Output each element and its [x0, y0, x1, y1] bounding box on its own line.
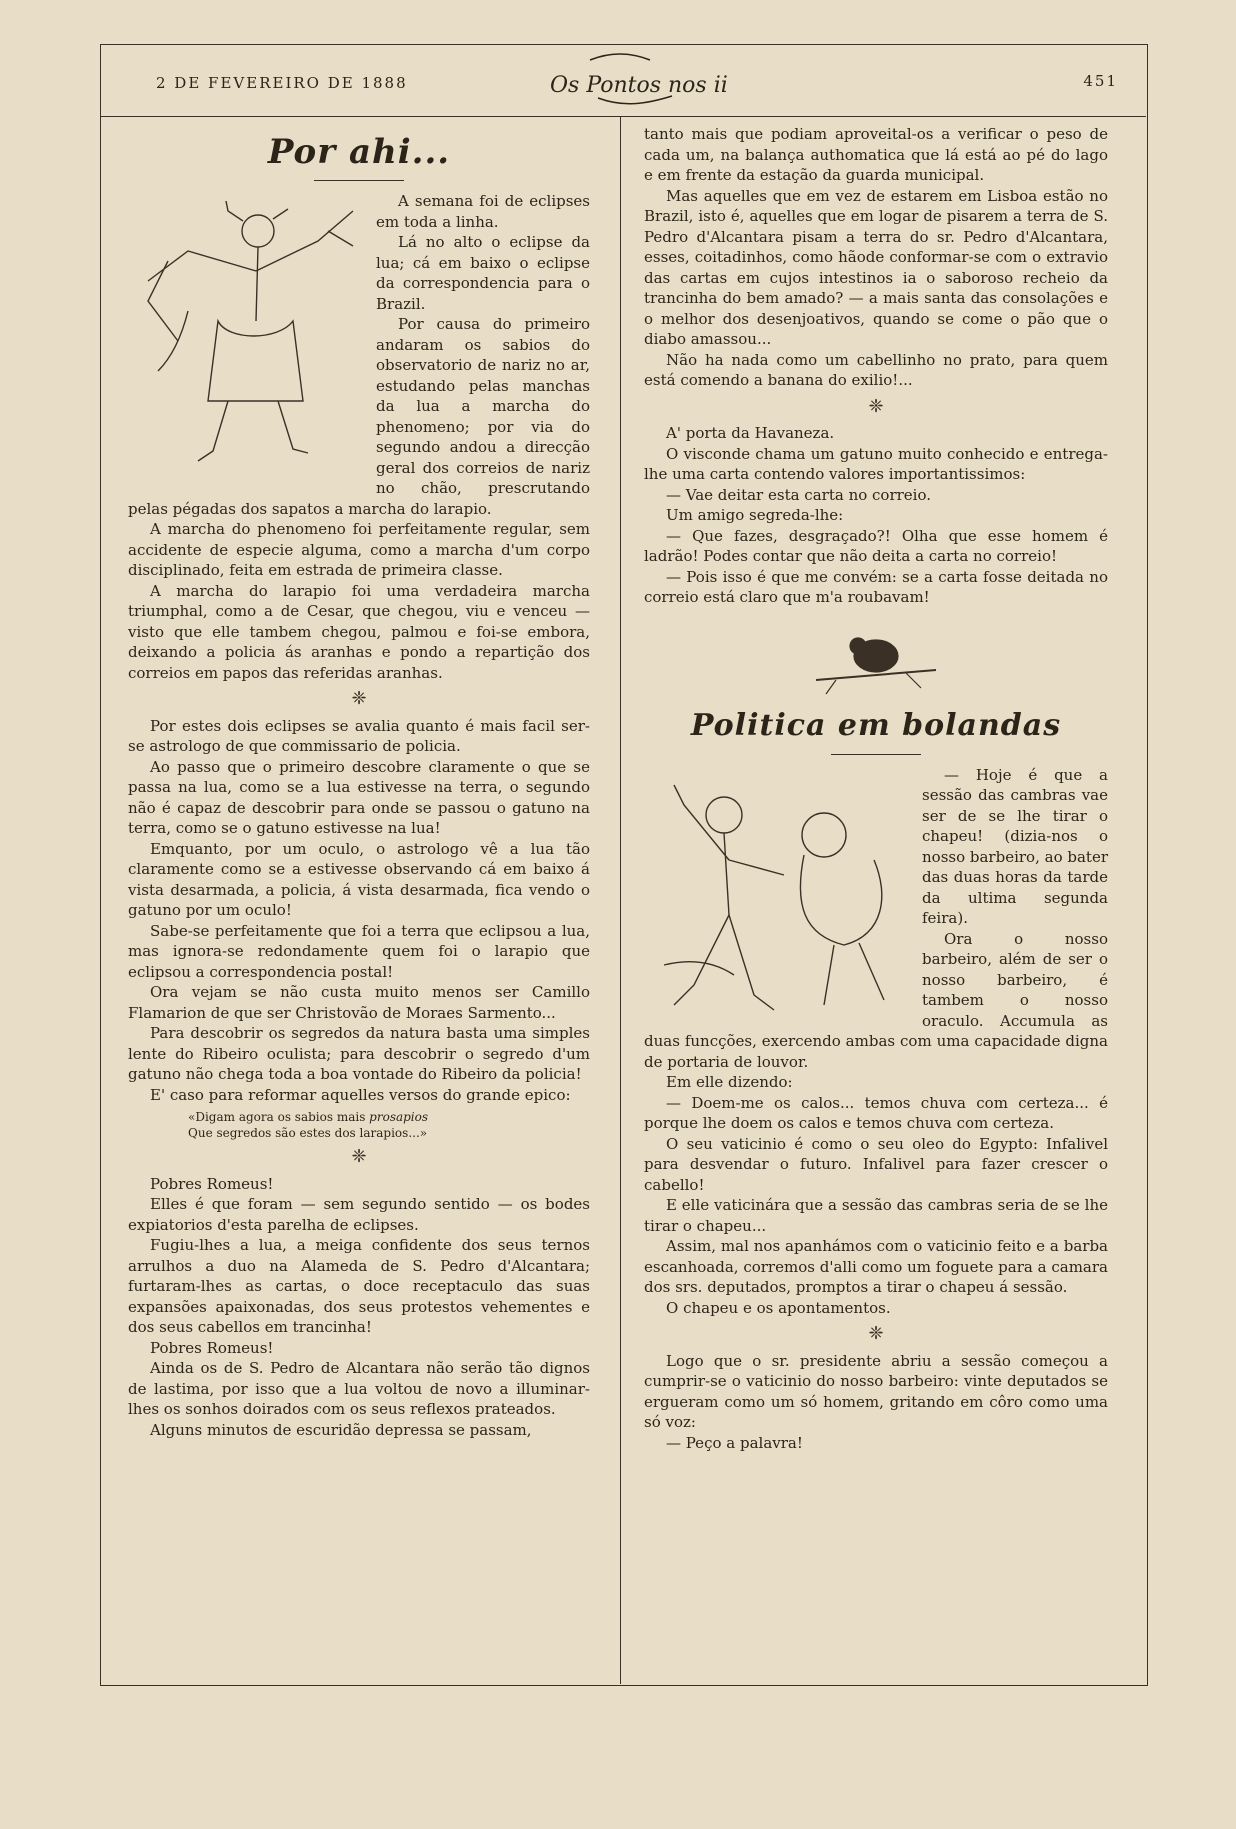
- section-ornament: ❈: [868, 395, 884, 417]
- article1-paragraph: A semana foi de eclipses em toda a linha.: [376, 192, 590, 231]
- verse-line-1: «Digam agora os sabios mais prosapios: [188, 1110, 429, 1124]
- article1-paragraph: Pobres Romeus!: [150, 1338, 274, 1357]
- article1-paragraph: Por causa do primeiro andaram os sabios do observatorio de nariz no ar, estudando pelas manchas da lua a marcha do phenomeno; por via do segundo andou a direcção geral dos correios de nariz no chão, prescrutando pelas pégadas dos sapatos a marcha do larapio.: [128, 315, 590, 518]
- issue-date: 2 DE FEVEREIRO DE 1888: [156, 74, 408, 92]
- article2-paragraph: Assim, mal nos apanhámos com o vaticinio feito e a barba escanhoada, corremos d'alli como um foguete para a camara dos srs. deputados, promptos a tirar o chapeu á sessão.: [644, 1237, 1108, 1296]
- article1-paragraph: Para descobrir os segredos da natura basta uma simples lente do Ribeiro oculista; para descobrir o segredo d'um gatuno não chega toda a boa vontade do Ribeiro da policia!: [128, 1024, 590, 1083]
- article1-paragraph: tanto mais que podiam aproveital-os a verificar o peso de cada um, na balança authomatica que lá está ao pé do lago e em frente da estação da guarda municipal.: [644, 125, 1108, 184]
- quoted-verse: [188, 1109, 590, 1141]
- anecdote-paragraph: Um amigo segreda-lhe:: [666, 506, 844, 524]
- illustration-barber-scene: [644, 765, 914, 1025]
- title-rule: [831, 754, 921, 755]
- article1-paragraph: Lá no alto o eclipse da lua; cá em baixo o eclipse da correspondencia para o Brazil.: [376, 233, 590, 313]
- page-header: [100, 44, 1146, 117]
- article1-paragraph: A marcha do larapio foi uma verdadeira marcha triumphal, como a de Cesar, que chegou, viu e venceu — visto que elle tambem chegou, palmou e foi-se embora, deixando a policia ás aranhas e pondo a repartição dos correios em papos das referidas aranhas.: [128, 581, 590, 682]
- article1-paragraph: Ao passo que o primeiro descobre claramente o que se passa na lua, como se a lua estivesse na terra, o segundo não é capaz de descobrir para onde se passou o gatuno na terra, como se o gatuno estivesse na lua!: [128, 757, 590, 837]
- article1-paragraph: Mas aquelles que em vez de estarem em Lisboa estão no Brazil, isto é, aquelles que em logar de pisarem a terra de S. Pedro d'Alcantara pisam a terra do sr. Pedro d'Alcantara, esses, coitadinhos, como hãode conformar-se com o extravio das cartas em cujos intestinos ia o saboroso recheio da trancinha do bem amado? — a mais santa das consolações e o melhor dos desenjoativos, quando se come o pão que o diabo amassou...: [644, 186, 1108, 348]
- article2-paragraph: E elle vaticinára que a sessão das cambras seria de se lhe tirar o chapeu...: [644, 1196, 1108, 1235]
- article1-paragraph: Ainda os de S. Pedro de Alcantara não serão tão dignos de lastima, por isso que a lua voltou de novo a illuminar-lhes os sonhos doirados com os seus reflexos prateados.: [128, 1359, 590, 1418]
- article2-paragraph: — Doem-me os calos... temos chuva com certeza... é porque lhe doem os calos e temos chuva com certeza.: [644, 1093, 1108, 1132]
- article1-paragraph: Pobres Romeus!: [150, 1174, 274, 1193]
- right-column: [644, 124, 1108, 1453]
- article2-paragraph: Logo que o sr. presidente abriu a sessão começou a cumprir-se o vaticinio do nosso barbeiro: vinte deputados se ergueram como um só homem, gritando em côro como uma só voz:: [644, 1351, 1108, 1431]
- illustration-dancing-figure: [128, 191, 366, 491]
- article2-paragraph: — Hoje é que a sessão das cambras vae ser de se lhe tirar o chapeu! (dizia-nos o nosso barbeiro, ao bater das duas horas da tarde da ultima segunda feira).: [922, 765, 1108, 927]
- illustration-bird-on-branch: [806, 618, 946, 698]
- title-rule: [314, 180, 404, 181]
- article1-paragraph: A marcha do phenomeno foi perfeitamente regular, sem accidente de especie alguma, como a marcha d'um corpo disciplinado, feita em estrada de primeira classe.: [128, 520, 590, 579]
- article2-paragraph: O seu vaticinio é como o seu oleo do Egypto: Infalivel para desvendar o futuro. Infalivel para fazer crescer o cabello!: [644, 1134, 1108, 1194]
- article1-paragraph: Não ha nada como um cabellinho no prato, para quem está comendo a banana do exilio!...: [644, 350, 1108, 389]
- article2-paragraph: Em elle dizendo:: [666, 1073, 793, 1091]
- masthead-logo: [540, 50, 728, 110]
- article1-paragraph: Emquanto, por um oculo, o astrologo vê a lua tão claramente como se a estivesse observando cá em baixo á vista desarmada, a policia, á vista desarmada, fica vendo o gatuno por um oculo!: [128, 839, 590, 919]
- article1-paragraph: Por estes dois eclipses se avalia quanto é mais facil ser-se astrologo de que commissario de policia.: [128, 716, 590, 755]
- article1-paragraph: E' caso para reformar aquelles versos do grande epico:: [150, 1085, 571, 1104]
- article2-paragraph: Ora o nosso barbeiro, além de ser o nosso barbeiro, é tambem o nosso oraculo. Accumula as duas funcções, exercendo ambas com uma capacidade digna de portaria de louvor.: [644, 929, 1108, 1071]
- article-title-por-ahi: Por ahi...: [267, 132, 451, 172]
- article1-paragraph: Sabe-se perfeitamente que foi a terra que eclipsou a lua, mas ignora-se redondamente quem foi o larapio que eclipsou a correspondencia postal!: [128, 921, 590, 981]
- article-title-politica: Politica em bolandas: [690, 707, 1062, 743]
- left-column: [128, 124, 590, 1440]
- article2-paragraph: — Peço a palavra!: [666, 1433, 803, 1452]
- anecdote-paragraph: — Pois isso é que me convém: se a carta fosse deitada no correio está claro que m'a roubavam!: [644, 567, 1108, 606]
- article1-paragraph: Fugiu-lhes a lua, a meiga confidente dos seus ternos arrulhos a duo na Alameda de S. Pedro d'Alcantara; furtaram-lhes as cartas, o doce receptaculo das suas expansões apaixonadas, dos seus protestos vehementes e dos seus cabellos em trancinha!: [128, 1236, 590, 1336]
- anecdote-paragraph: — Vae deitar esta carta no correio.: [666, 485, 932, 504]
- page-number: 451: [1083, 72, 1118, 90]
- verse-line-2: Que segredos são estes dos larapios...»: [188, 1126, 428, 1140]
- section-ornament: ❈: [868, 1323, 884, 1344]
- article1-paragraph: Ora vejam se não custa muito menos ser Camillo Flamarion de que ser Christovão de Moraes Sarmento...: [128, 983, 590, 1022]
- section-ornament: ❈: [351, 688, 367, 709]
- article1-paragraph: Alguns minutos de escuridão depressa se passam,: [150, 1420, 532, 1439]
- column-divider: [620, 116, 621, 1684]
- anecdote-paragraph: A' porta da Havaneza.: [666, 424, 835, 442]
- article1-paragraph: Elles é que foram — sem segundo sentido — os bodes expiatorios d'esta parelha de eclipses.: [128, 1195, 590, 1234]
- section-ornament: ❈: [351, 1146, 367, 1167]
- anecdote-paragraph: O visconde chama um gatuno muito conhecido e entrega-lhe uma carta contendo valores importantissimos:: [644, 444, 1108, 483]
- article2-paragraph: O chapeu e os apontamentos.: [666, 1298, 891, 1317]
- anecdote-paragraph: — Que fazes, desgraçado?! Olha que esse homem é ladrão! Podes contar que não deita a carta no correio!: [644, 526, 1108, 565]
- svg-text:Os Pontos nos ii: Os Pontos nos ii: [550, 73, 728, 98]
